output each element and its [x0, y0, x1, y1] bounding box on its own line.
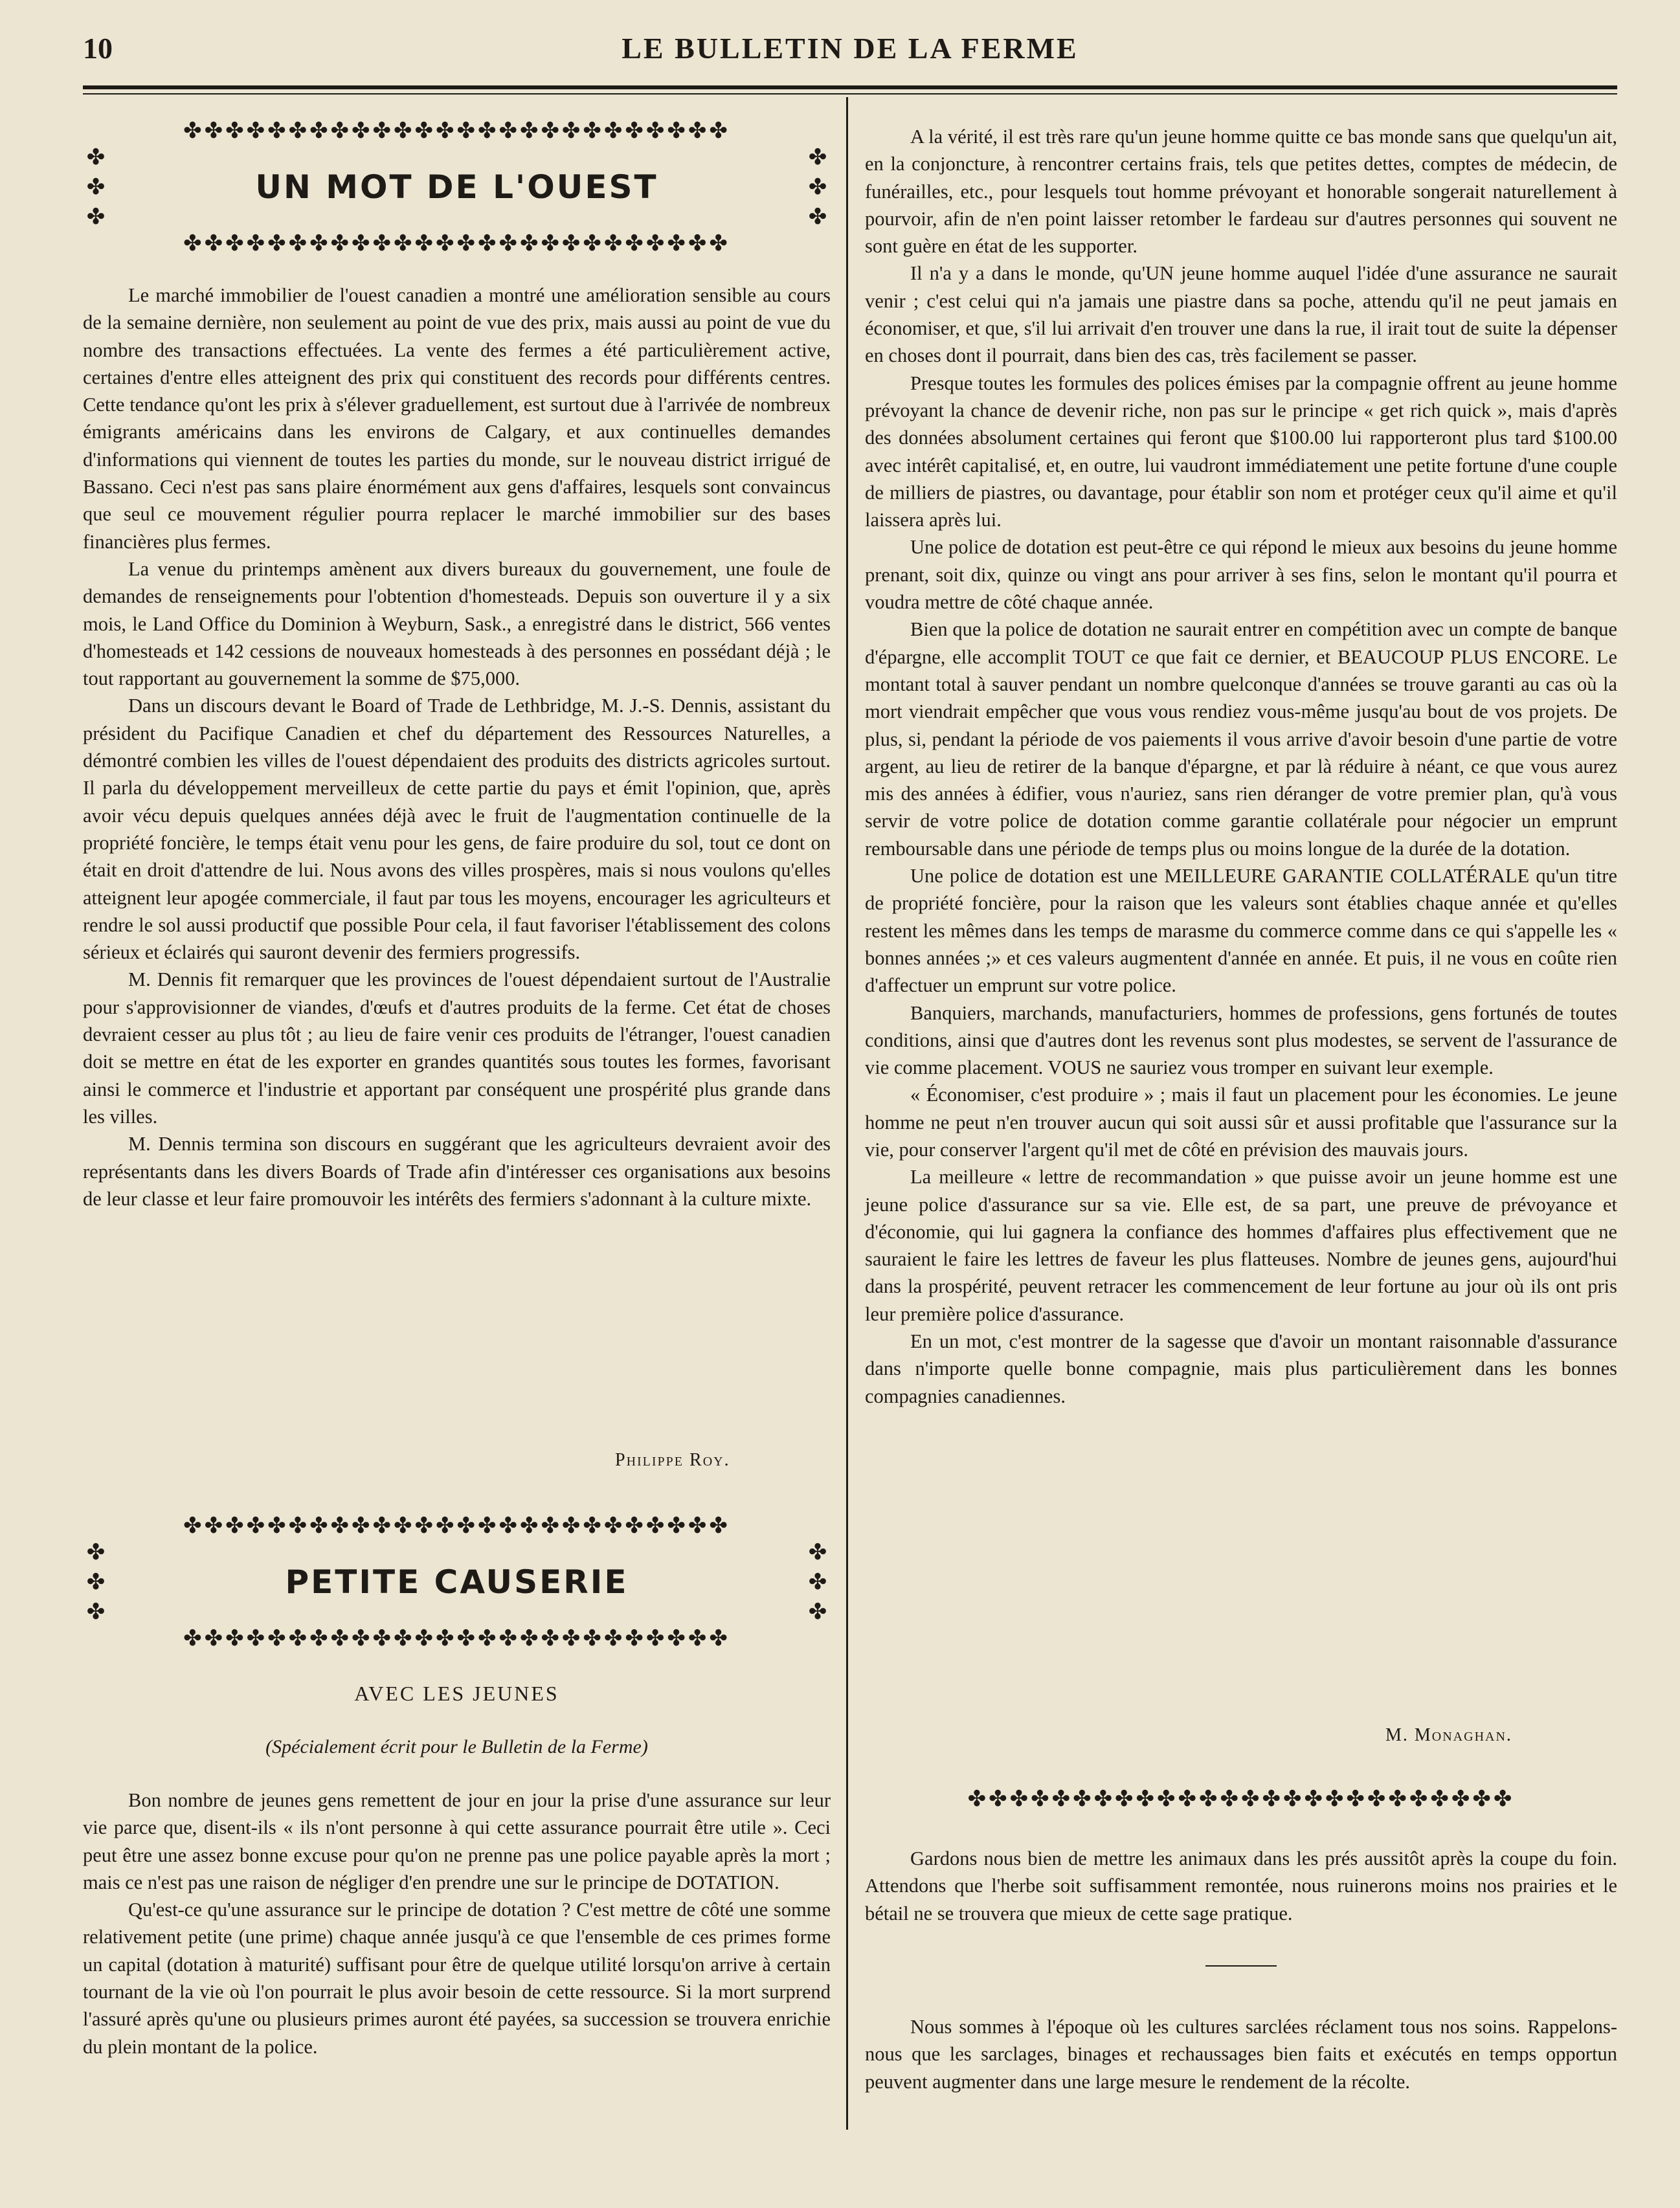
ornament-border-top: ✤✤✤✤✤✤✤✤✤✤✤✤✤✤✤✤✤✤✤✤✤✤✤✤✤✤ — [183, 1515, 730, 1538]
article-1-paragraph: Dans un discours devant le Board of Trade de Lethbridge, M. J.-S. Dennis, assistant du président du Pacifique Canadien et chef du département des Ressources Naturelles, a démontré combien les villes de l'ouest dépendaient des produits des districts agricoles surtout. Il parla du développement merveilleux de cette partie du pays et émit l'opinion, que, après avoir vécu depuis quelques années déjà avec le fruit de l'augmentation continuelle de la propriété foncière, le temps était venu pour les gens, de faire produire du sol, tout ce dont on était en droit d'attendre de lui. Nous avons des villes prospères, mais si nous voulons qu'elles atteignent leur apogée commerciale, il faut par tous les moyens, encourager les agriculteurs et rendre le sol aussi productif que possible Pour cela, il faut favoriser l'établissement des colons sérieux et éclairés qui sauront devenir des fermiers progressifs. — [83, 695, 831, 964]
note-paragraph: Gardons nous bien de mettre les animaux dans les prés aussitôt après la coupe du foin. Attendons que l'herbe soit suffisamment remontée, nous ruinerons moins nos prairies et le bétail ne se trouvera que mieux de cette sage pratique. — [865, 1847, 1617, 1924]
article-2-signature: M. Monaghan. — [1385, 1725, 1512, 1745]
header-rule-thick — [83, 85, 1617, 89]
page-header — [83, 31, 1617, 70]
article-1-paragraph: La venue du printemps amènent aux divers bureaux du gouvernement, une foule de demandes de renseignements pour l'obtention d'homesteads. Depuis son ouverture il y a six mois, le Land Office du Dominion à Weyburn, Sask., a enregistré dans le district, 566 ventes d'homesteads et 142 cessions de nouveaux homesteads à des personnes en possédant déjà ; le tout rapportant au gouvernement la somme de $75,000. — [83, 557, 831, 690]
ornament-border-left: ✤ ✤ ✤ — [86, 146, 106, 229]
article-1-paragraph: M. Dennis fit remarquer que les provinces de l'ouest dépendaient surtout de l'Australie pour s'approvisionner de viandes, d'œufs et d'autres produits de la ferme. Cet état de choses devraient cesser au plus tôt ; au lieu de faire venir ces produits de l'étranger, l'ouest canadien doit se mettre en état de les exporter en grandes quantités sous toutes les formes, favorisant ainsi le commerce et l'industrie et apportant par conséquent une prospérité plus grande dans les villes. — [83, 968, 831, 1128]
article-1-paragraph: M. Dennis termina son discours en suggérant que les agriculteurs devraient avoir des représentants dans les divers Boards of Trade afin d'intéresser ces organisations aux besoins de leur classe et leur faire promouvoir les intérêts des fermiers s'adonnant à la culture mixte. — [83, 1133, 831, 1210]
article-1-body — [83, 282, 831, 1212]
article-1-signature: Philippe Roy. — [615, 1450, 730, 1470]
article-2-paragraph: En un mot, c'est montrer de la sagesse que d'avoir un montant raisonnable d'assurance dans n'importe quelle bonne compagnie, mais plus particulièrement dans les bonnes compagnies canadiennes. — [865, 1330, 1617, 1407]
separator-rule — [1205, 1965, 1277, 1967]
title-box-article-2 — [83, 1515, 831, 1651]
note-paragraph: Nous sommes à l'époque où les cultures sarclées réclament tous nos soins. Rappelons-nous que les sarclages, binages et rechaussages bien faits et exécutés en temps opportun peuvent augmenter dans une large mesure le rendement de la récolte. — [865, 2016, 1617, 2093]
ornament-border-left: ✤ ✤ ✤ — [86, 1541, 106, 1624]
ornament-border-bottom: ✤✤✤✤✤✤✤✤✤✤✤✤✤✤✤✤✤✤✤✤✤✤✤✤✤✤ — [183, 1627, 730, 1651]
article-2-paragraph: A la vérité, il est très rare qu'un jeune homme quitte ce bas monde sans que quelqu'un ait, en la conjoncture, à rencontrer certains frais, tels que petites dettes, comptes de médecin, de funérailles, etc., pour lesquels tout homme prévoyant et honorable songerait naturellement à pourvoir, afin de n'en point laisser retomber le fardeau sur d'autres personnes qui souvent ne sont guère en état de les supporter. — [865, 126, 1617, 258]
note-2 — [865, 2013, 1617, 2095]
ornament-border-right: ✤ ✤ ✤ — [808, 146, 827, 229]
article-2-paragraph: « Économiser, c'est produire » ; mais il faut un placement pour les économies. Le jeune homme ne peut n'en trouver aucun qui soit aussi sûr et aussi profitable que l'assurance sur la vie, pour conserver l'argent qu'il met de côté en prévision des mauvais jours. — [865, 1084, 1617, 1161]
article-1-paragraph: Le marché immobilier de l'ouest canadien a montré une amélioration sensible au cours de la semaine dernière, non seulement au point de vue des prix, mais aussi au point de vue du nombre des transactions effectuées. La vente des fermes a été particulièrement active, certaines d'entre elles atteignent des prix qui constituent des records pour différents centres. Cette tendance qu'ont les prix à s'élever graduellement, est surtout due à l'arrivée de nombreux émigrants américains dans les environs de Calgary, et aux continuelles demandes d'informations qui viennent de toutes les parties du monde, sur le nouveau district irrigué de Bassano. Ceci n'est pas sans plaire énormément aux gens d'affaires, lesquels sont convaincus que seul ce mouvement régulier pourra replacer le marché immobilier sur des bases financières plus fermes. — [83, 284, 831, 553]
article-2-title: PETITE CAUSERIE — [285, 1563, 629, 1601]
ornament-border-bottom: ✤✤✤✤✤✤✤✤✤✤✤✤✤✤✤✤✤✤✤✤✤✤✤✤✤✤ — [183, 232, 730, 256]
article-2-body-left — [83, 1787, 831, 2060]
article-1-title: UN MOT DE L'OUEST — [255, 168, 658, 206]
article-2-subtitle: AVEC LES JEUNES — [354, 1682, 559, 1705]
note-1 — [865, 1845, 1617, 1927]
article-2-paragraph: Une police de dotation est peut-être ce qui répond le mieux aux besoins du jeune homme prenant, soit dix, quinze ou vingt ans pour arriver à ses fins, selon le montant qu'il pourra et voudra mettre de côté chaque année. — [865, 536, 1617, 614]
header-rule-thin — [83, 93, 1617, 95]
column-divider — [846, 97, 848, 2130]
ornament-separator: ✤✤✤✤✤✤✤✤✤✤✤✤✤✤✤✤✤✤✤✤✤✤✤✤✤✤ — [967, 1788, 1515, 1811]
article-2-note: (Spécialement écrit pour le Bulletin de la Ferme) — [265, 1736, 648, 1757]
page-number: 10 — [83, 32, 113, 65]
article-2-paragraph: Qu'est-ce qu'une assurance sur le principe de dotation ? C'est mettre de côté une somme relativement petite (une prime) chaque année jusqu'à ce que l'ensemble de ces primes forme un capital (dotation à maturité) suffisant pour être de quelque utilité lorsqu'on arrive à certain tournant de la vie où l'on pourrait le plus avoir besoin de cette ressource. Si la mort surprend l'assuré après qu'une ou plusieurs primes auront été payées, sa succession se trouvera enrichie du plein montant de la police. — [83, 1899, 831, 2058]
article-2-paragraph: Bon nombre de jeunes gens remettent de jour en jour la prise d'une assurance sur leur vie parce que, disent-ils « ils n'ont personne à qui cette assurance pourrait être utile ». Ceci peut être une assez bonne excuse pour qu'on ne prenne pas une police payable après la mort ; mais ce n'est pas une raison de négliger d'en prendre une sur le principe de DOTATION. — [83, 1789, 831, 1893]
article-2-paragraph: La meilleure « lettre de recommandation » que puisse avoir un jeune homme est une jeune police d'assurance sur sa vie. Elle est, de sa part, une preuve de prévoyance et d'économie, qui lui gagnera la confiance des hommes d'affaires plus effectivement que ne sauraient le faire les lettres de faveur les plus flatteuses. Nombre de jeunes gens, aujourd'hui dans la prospérité, peuvent retracer les commencement de leur fortune au jour où ils ont pris leur première police d'assurance. — [865, 1166, 1617, 1325]
article-2-body-right — [865, 123, 1617, 1410]
article-2-paragraph: Banquiers, marchands, manufacturiers, hommes de professions, gens fortunés de toutes conditions, ainsi que d'autres dont les revenus sont plus modestes, se servent de l'assurance de vie comme placement. VOUS ne sauriez vous tromper en suivant leur exemple. — [865, 1001, 1617, 1079]
running-title: LE BULLETIN DE LA FERME — [622, 32, 1079, 65]
article-2-paragraph: Il n'a y a dans le monde, qu'UN jeune homme auquel l'idée d'une assurance ne saurait venir ; c'est celui qui n'a jamais une piastre dans sa poche, attendu qu'il ne peut jamais en économiser, et que, s'il lui arrivait d'en trouver une dans la rue, il irait tout de suite la dépenser en choses dont il pourrait, dans bien des cas, très facilement se passer. — [865, 262, 1617, 367]
title-box-article-1 — [83, 120, 831, 256]
ornament-border-top: ✤✤✤✤✤✤✤✤✤✤✤✤✤✤✤✤✤✤✤✤✤✤✤✤✤✤ — [183, 120, 730, 143]
article-2-paragraph: Presque toutes les formules des polices émises par la compagnie offrent au jeune homme prévoyant la chance de devenir riche, non pas sur le principe « get rich quick », mais d'après des données absolument certaines qui feront que $100.00 lui rapporteront plus tard $100.00 avec intérêt capitalisé, et, en outre, lui vaudront immédiatement une petite fortune d'une couple de milliers de piastres, ou davantage, pour établir son nom et protéger ceux qu'il aime et qu'il laissera après lui. — [865, 372, 1617, 531]
article-2-paragraph: Bien que la police de dotation ne saurait entrer en compétition avec un compte de banque d'épargne, elle accomplit TOUT ce que fait ce dernier, et BEAUCOUP PLUS ENCORE. Le montant total à sauver pendant un nombre quelconque d'années se trouve garanti au cas où la mort viendrait empêcher que vous vous rendiez vous-même jusqu'au bout de vos projets. De plus, si, pendant la période de vos paiements il vous arrive d'avoir besoin d'une partie de votre argent, au lieu de retirer de la banque d'épargne, et par là réduire à néant, ce que vous aurez mis des années à édifier, vous n'auriez, sans rien déranger de votre premier plan, qu'à vous servir de votre police de dotation comme garantie collatérale pour négocier un emprunt remboursable dans une période de temps plus ou moins longue de la durée de la dotation. — [865, 618, 1617, 860]
ornament-border-right: ✤ ✤ ✤ — [808, 1541, 827, 1624]
article-2-paragraph: Une police de dotation est une MEILLEURE GARANTIE COLLATÉRALE qu'un titre de propriété foncière, pour la raison que les valeurs sont établies chaque année et qu'elles restent les mêmes dans les temps de marasme du commerce comme dans ce qui s'appelle les « bonnes années ;» et ces valeurs augmentent d'année en année. Et puis, il ne vous en coûte rien d'affectuer un emprunt sur votre police. — [865, 865, 1617, 997]
